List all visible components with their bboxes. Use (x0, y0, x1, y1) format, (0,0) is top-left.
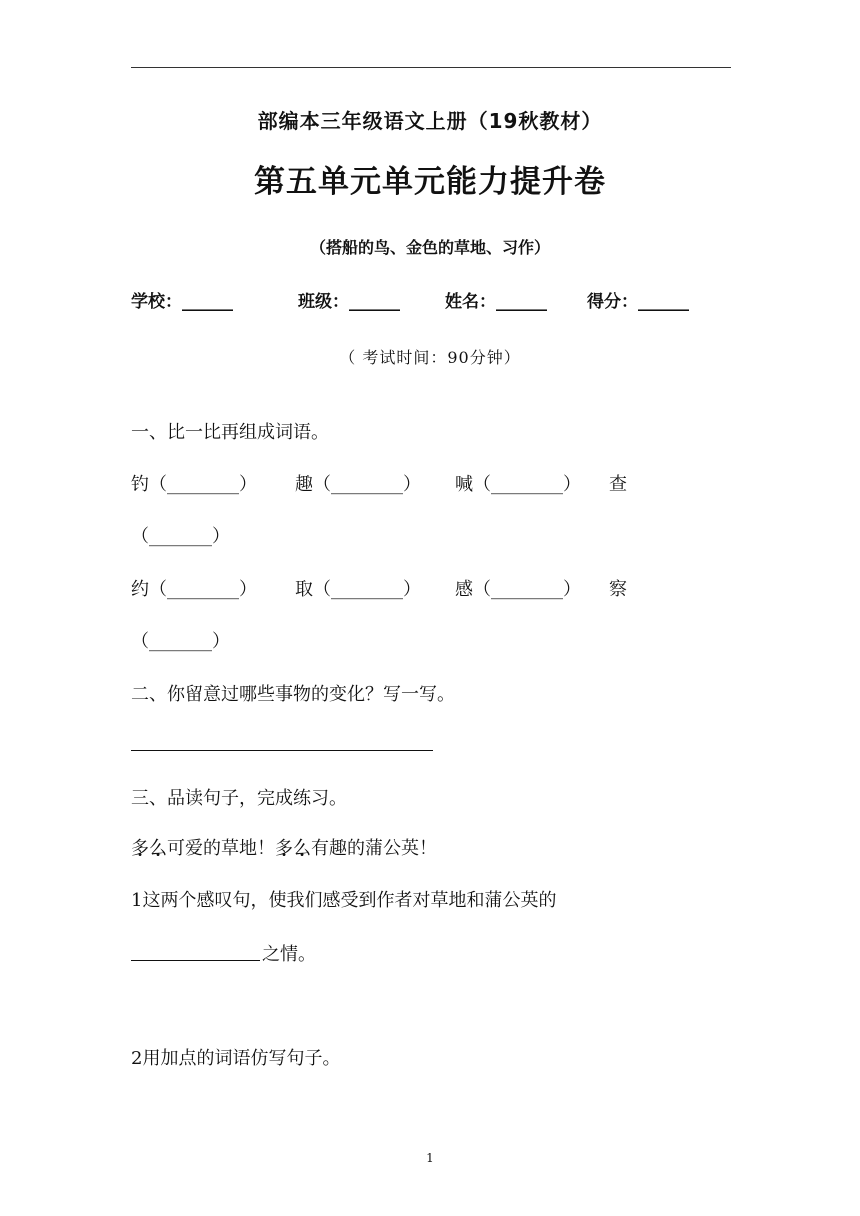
exam-lessons: （搭船的鸟、金色的草地、习作） (309, 238, 550, 257)
question-1-suffix: 之情。 (262, 944, 316, 965)
answer-blank: （________） (313, 474, 421, 495)
char: 查 (609, 474, 627, 495)
answer-blank: （_______） (131, 526, 230, 547)
school-blank: ______ (182, 292, 233, 312)
top-rule (131, 67, 731, 68)
answer-blank: （________） (149, 579, 257, 600)
sentence-part: 可爱的草地！ (167, 838, 275, 859)
school-label: 学校： (131, 292, 182, 312)
answer-blank: （________） (149, 474, 257, 495)
word-item (455, 575, 581, 601)
score-label: 得分： (587, 292, 638, 312)
answer-line (131, 750, 433, 751)
class-blank: ______ (349, 292, 400, 312)
dotted-char: 么 (149, 838, 167, 859)
section2-heading: 二、你留意过哪些事物的变化？写一写。 (131, 684, 455, 705)
dotted-char: 么 (293, 838, 311, 859)
answer-blank: （________） (473, 474, 581, 495)
answer-line (131, 960, 260, 961)
char: 感 (455, 579, 473, 600)
answer-blank: （________） (313, 579, 421, 600)
class-label: 班级： (298, 292, 349, 312)
exam-title: 第五单元单元能力提升卷 (254, 164, 606, 200)
char: 取 (295, 579, 313, 600)
name-field (445, 287, 547, 312)
question-2: 2用加点的词语仿写句子。 (131, 1048, 341, 1069)
word-item (131, 470, 257, 496)
name-label: 姓名： (445, 292, 496, 312)
exam-time: （ 考试时间：90分钟） (339, 348, 521, 367)
char: 喊 (455, 474, 473, 495)
sentence-part: 有趣的蒲公英！ (311, 838, 437, 859)
school-field (131, 287, 233, 312)
dotted-char: 多 (275, 838, 293, 859)
word-item (295, 470, 421, 496)
dotted-char: 多 (131, 838, 149, 859)
score-blank: ______ (638, 292, 689, 312)
char: 察 (609, 579, 627, 600)
class-field (298, 287, 400, 312)
answer-blank: （_______） (131, 631, 230, 652)
name-blank: ______ (496, 292, 547, 312)
score-field (587, 287, 689, 312)
word-item (131, 575, 257, 601)
section3-heading: 三、品读句子，完成练习。 (131, 788, 347, 809)
word-item (455, 470, 581, 496)
exam-subtitle: 部编本三年级语文上册（19秋教材） (257, 109, 603, 133)
answer-blank: （________） (473, 579, 581, 600)
char: 约 (131, 579, 149, 600)
question-1: 1这两个感叹句，使我们感受到作者对草地和蒲公英的 (131, 890, 557, 911)
char: 趣 (295, 474, 313, 495)
word-item (295, 575, 421, 601)
section1-heading: 一、比一比再组成词语。 (131, 422, 329, 443)
example-sentence (131, 834, 437, 860)
page-number: 1 (426, 1151, 434, 1165)
char: 钓 (131, 474, 149, 495)
